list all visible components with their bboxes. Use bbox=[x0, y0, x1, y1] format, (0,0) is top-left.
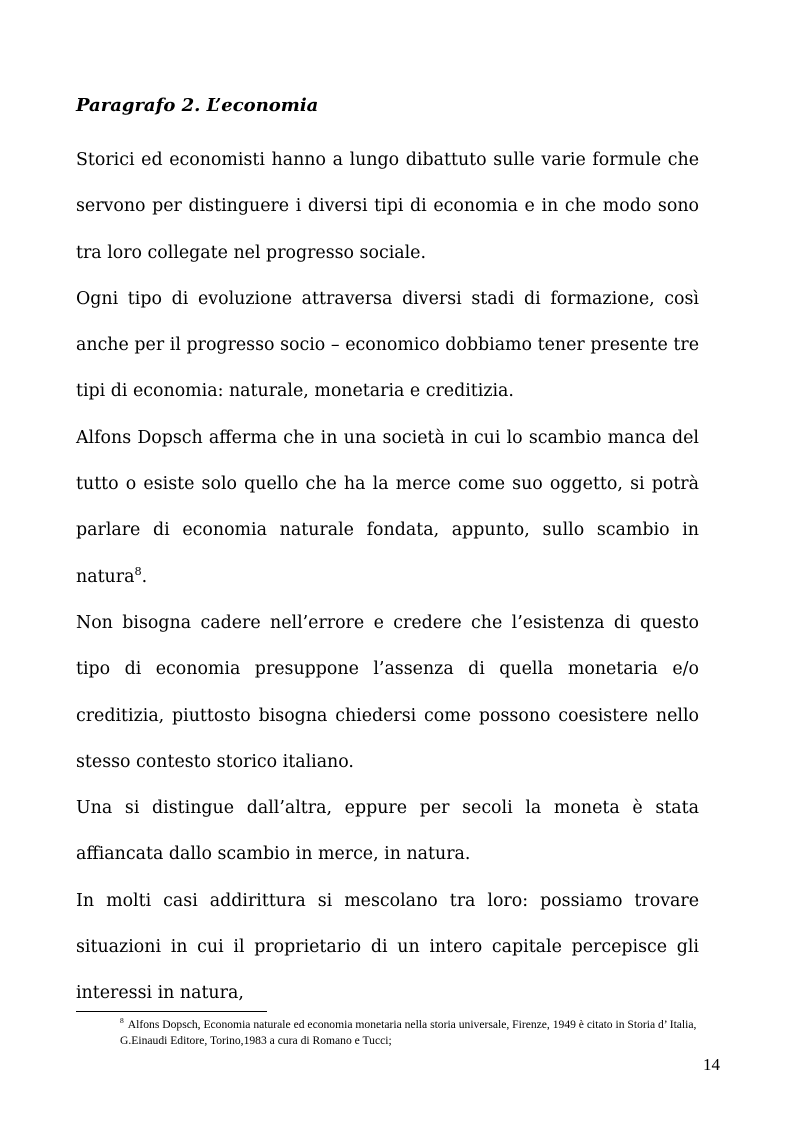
footnote bbox=[120, 1017, 717, 1049]
footnote-separator bbox=[76, 1011, 267, 1012]
paragraph-6: In molti casi addirittura si mescolano tra loro: possiamo trovare situazioni in cui il proprietario di un intero capitale percepisce gli interessi in natura, bbox=[76, 890, 699, 1004]
paragraph-1: Storici ed economisti hanno a lungo dibattuto sulle varie formule che servono per distinguere i diversi tipi di economia e in che modo sono tra loro collegate nel progresso sociale. bbox=[76, 150, 699, 263]
paragraph-3-end: . bbox=[141, 566, 148, 587]
body-text bbox=[76, 137, 699, 1017]
footnote-marker: 8 bbox=[120, 1016, 124, 1026]
paragraph-5: Una si distingue dall’altra, eppure per secoli la moneta è stata affiancata dallo scambio in merce, in natura. bbox=[76, 798, 699, 865]
section-heading: Paragrafo 2. L’economia bbox=[76, 95, 319, 116]
paragraph-4: Non bisogna cadere nell’errore e credere che l’esistenza di questo tipo di economia presuppone l’assenza di quella monetaria e/o creditizia, piuttosto bisogna chiedersi come possono coesistere nello stesso contesto storico italiano. bbox=[76, 612, 699, 772]
paragraph-3-text: Alfons Dopsch afferma che in una società in cui lo scambio manca del tutto o esiste solo quello che ha la merce come suo oggetto, si potrà parlare di economia naturale fondata, appunto, sullo scambio in natura bbox=[76, 427, 699, 587]
paragraph-2: Ogni tipo di evoluzione attraversa diversi stadi di formazione, così anche per il progresso socio – economico dobbiamo tener presente tre tipi di economia: naturale, monetaria e creditizia. bbox=[76, 288, 699, 402]
page-number: 14 bbox=[703, 1055, 720, 1074]
footnote-text: Alfons Dopsch, Economia naturale ed economia monetaria nella storia universale, Firenze, 1949 è citato in Storia d’ Italia, G.Einaudi Editore, Torino,1983 a cura di Romano e Tucci; bbox=[120, 1018, 697, 1047]
paragraph-3 bbox=[76, 415, 699, 600]
footnote-reference[interactable]: 8 bbox=[134, 564, 142, 578]
